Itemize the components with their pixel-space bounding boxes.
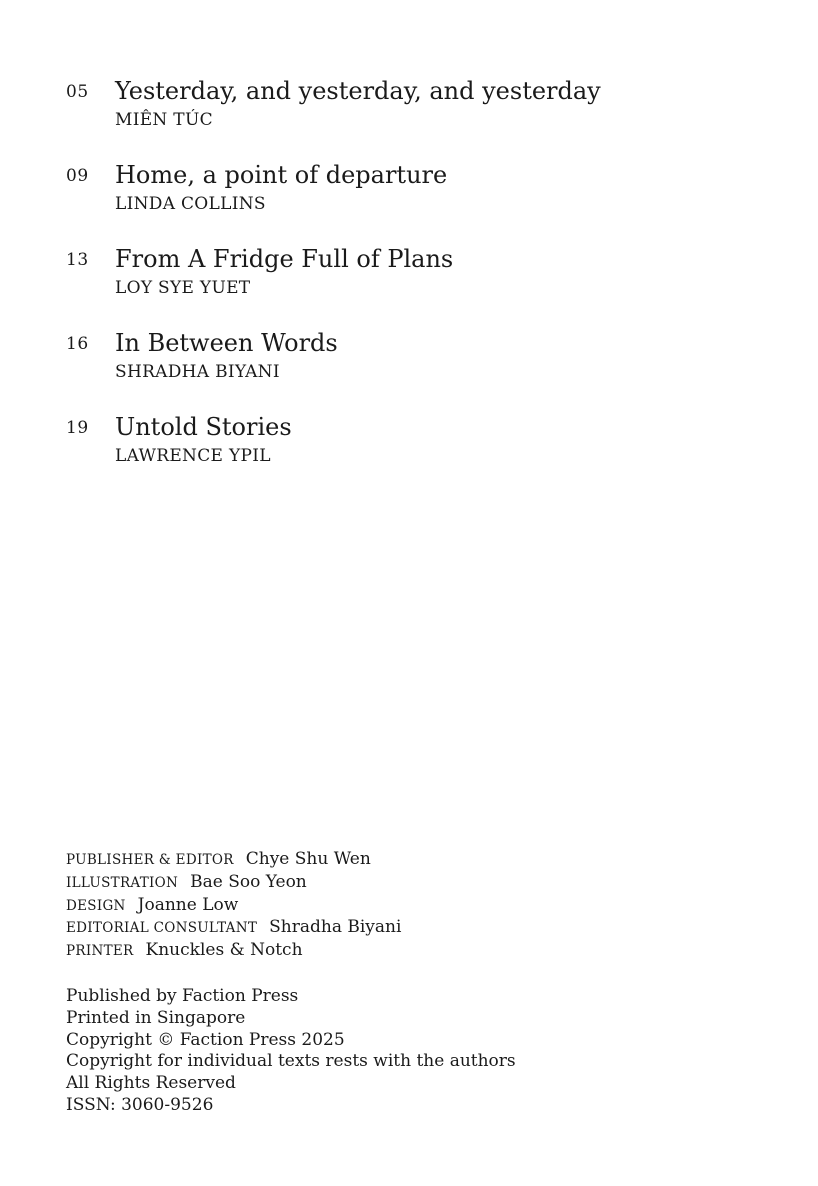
credit-role: PUBLISHER & EDITOR [66, 852, 234, 868]
credit-name: Knuckles & Notch [145, 940, 303, 961]
credit-name: Chye Shu Wen [245, 849, 371, 869]
toc-entry [66, 76, 766, 160]
credit-row [66, 872, 401, 895]
toc-title: From A Fridge Full of Plans [115, 245, 454, 273]
table-of-contents [66, 76, 766, 496]
rights-line: All Rights Reserved [66, 1073, 236, 1094]
toc-title: Home, a point of departure [115, 161, 448, 189]
printed-in-line: Printed in Singapore [66, 1007, 246, 1028]
credit-name: Shradha Biyani [269, 917, 402, 938]
toc-author: SHRADHA BIYANI [115, 362, 280, 382]
credit-role: PRINTER [66, 943, 134, 960]
texts-copyright-line: Copyright for individual texts rests with the authors [66, 1051, 516, 1072]
toc-author: LINDA COLLINS [115, 194, 266, 214]
colophon [66, 986, 516, 1117]
toc-page-number: 09 [66, 166, 89, 186]
copyright-line: Copyright © Faction Press 2025 [66, 1029, 345, 1050]
credit-row [66, 940, 401, 963]
toc-entry [66, 412, 766, 496]
credit-name: Bae Soo Yeon [190, 871, 307, 892]
toc-entry [66, 328, 766, 412]
toc-title: Yesterday, and yesterday, and yesterday [115, 77, 601, 105]
toc-page-number: 13 [66, 250, 89, 270]
toc-entry [66, 244, 766, 328]
credit-name: Joanne Low [137, 894, 239, 915]
publisher-line: Published by Faction Press [66, 986, 299, 1006]
credit-row [66, 849, 401, 872]
toc-author: LOY SYE YUET [115, 278, 251, 298]
toc-entry [66, 160, 766, 244]
credit-role: DESIGN [66, 897, 126, 914]
credits [66, 849, 401, 963]
toc-author: LAWRENCE YPIL [115, 446, 271, 466]
issn-line: ISSN: 3060-9526 [66, 1094, 214, 1115]
toc-page-number: 19 [66, 418, 89, 438]
credit-row [66, 917, 401, 940]
toc-page-number: 05 [66, 82, 89, 102]
toc-title: In Between Words [115, 329, 338, 357]
credit-role: ILLUSTRATION [66, 874, 179, 891]
credit-role: EDITORIAL CONSULTANT [66, 920, 258, 937]
toc-title: Untold Stories [115, 413, 292, 441]
toc-author: MIÊN TÚC [115, 110, 213, 130]
credit-row [66, 895, 401, 918]
toc-page-number: 16 [66, 334, 89, 354]
